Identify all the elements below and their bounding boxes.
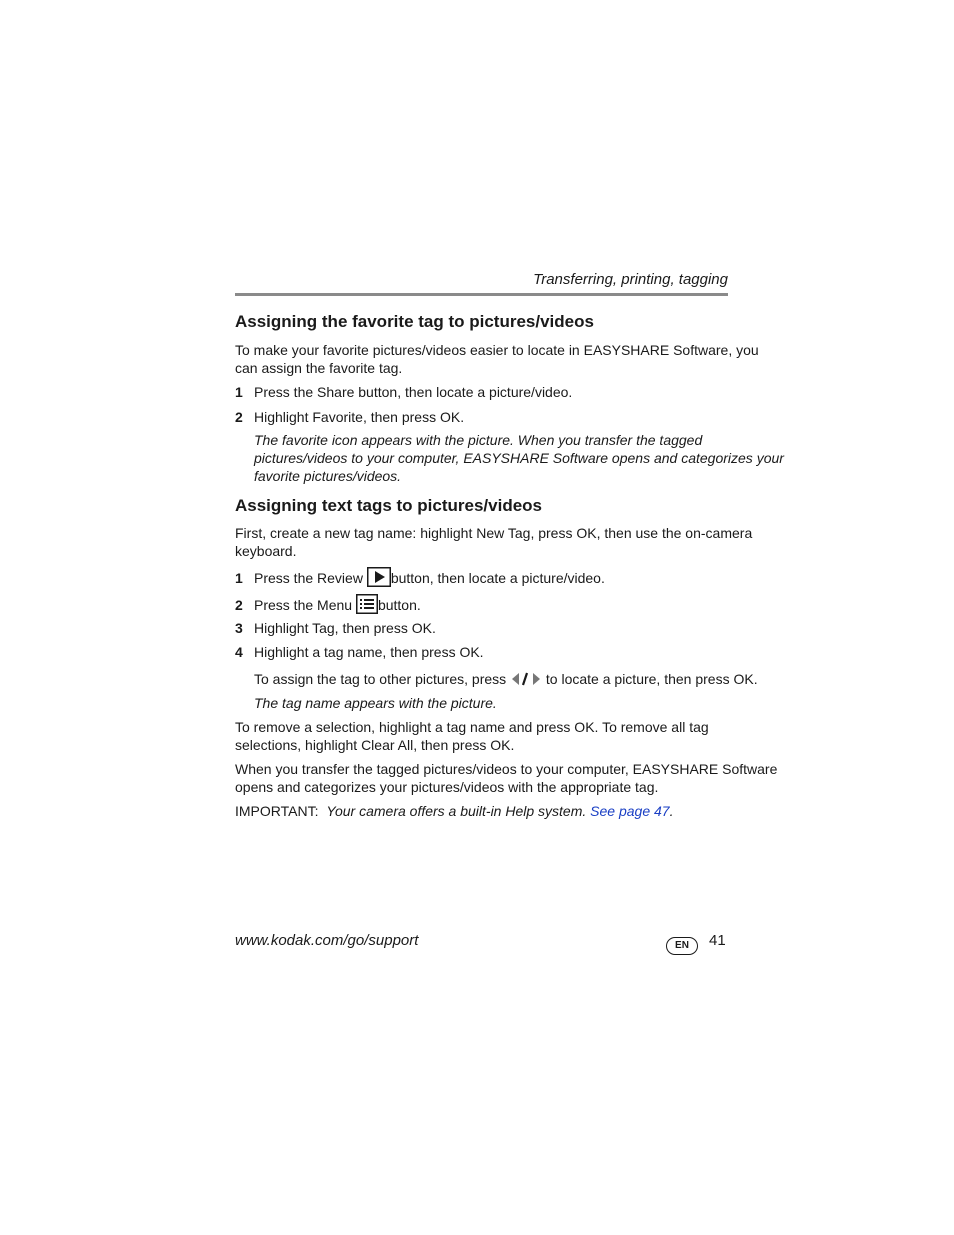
text-tags-step-1 <box>235 567 605 591</box>
favorite-note <box>254 431 784 485</box>
step-text: Highlight Favorite, then press OK. <box>254 409 465 425</box>
language-badge: EN <box>666 937 698 955</box>
important-label: IMPORTANT: <box>235 803 319 819</box>
text-tags-intro <box>235 524 752 560</box>
important-text: Your camera offers a built-in Help system. <box>326 803 587 819</box>
remove-line2: selections, highlight Clear All, then press OK. <box>235 737 515 753</box>
text-tags-intro-line2: keyboard. <box>235 543 297 559</box>
transfer-line2: opens and categorizes your pictures/videos with the appropriate tag. <box>235 779 659 795</box>
tag-note: The tag name appears with the picture. <box>254 695 497 711</box>
favorite-heading: Assigning the favorite tag to pictures/videos <box>235 312 594 331</box>
favorite-note-line2: pictures/videos to your computer, EASYSHARE Software opens and categorizes your <box>254 450 784 466</box>
page-number: 41 <box>709 932 726 949</box>
text-tags-heading: Assigning text tags to pictures/videos <box>235 496 543 515</box>
text-tags-step-3 <box>235 619 436 637</box>
menu-icon <box>356 594 378 618</box>
see-page-link[interactable]: See page 47 <box>590 803 670 819</box>
text-tags-step-2 <box>235 594 421 618</box>
play-icon <box>367 567 391 591</box>
step-text: button, then locate a picture/video. <box>390 570 605 586</box>
favorite-step-1 <box>235 383 572 401</box>
left-right-arrows-icon <box>510 670 542 692</box>
favorite-intro-line1: To make your favorite pictures/videos easier to locate in EASYSHARE Software, you <box>235 342 759 358</box>
assign-text-after: to locate a picture, then press OK. <box>545 671 758 687</box>
step-text: Press the Menu <box>254 597 353 613</box>
step-text: Highlight a tag name, then press OK. <box>254 644 484 660</box>
step-number: 4 <box>235 644 243 660</box>
text-tags-intro-line1: First, create a new tag name: highlight New Tag, press OK, then use the on-camera <box>235 525 753 541</box>
step-number: 1 <box>235 570 243 586</box>
step-number: 2 <box>235 409 243 425</box>
text-tags-step-4 <box>235 643 484 661</box>
step-text: Press the Share button, then locate a picture/video. <box>254 384 573 400</box>
transfer-line1: When you transfer the tagged pictures/videos to your computer, EASYSHARE Software <box>235 761 778 777</box>
running-header: Transferring, printing, tagging <box>533 271 728 288</box>
remove-line1: To remove a selection, highlight a tag name and press OK. To remove all tag <box>235 719 709 735</box>
favorite-intro <box>235 341 759 377</box>
favorite-intro-line2: can assign the favorite tag. <box>235 360 403 376</box>
remove-paragraph <box>235 718 709 754</box>
favorite-note-line3: favorite pictures/videos. <box>254 468 402 484</box>
favorite-note-line1: The favorite icon appears with the picture. When you transfer the tagged <box>254 432 703 448</box>
step-number: 1 <box>235 384 243 400</box>
step-text: Highlight Tag, then press OK. <box>254 620 436 636</box>
step-number: 2 <box>235 597 243 613</box>
important-note <box>235 802 673 820</box>
important-end: . <box>669 803 674 819</box>
assign-text-before: To assign the tag to other pictures, press <box>254 671 507 687</box>
footer-url[interactable]: www.kodak.com/go/support <box>235 932 419 949</box>
header-rule <box>235 293 728 296</box>
assign-instruction <box>254 670 758 692</box>
step-number: 3 <box>235 620 243 636</box>
step-text: button. <box>377 597 421 613</box>
transfer-paragraph <box>235 760 777 796</box>
step-text: Press the Review <box>254 570 363 586</box>
favorite-step-2 <box>235 408 464 426</box>
